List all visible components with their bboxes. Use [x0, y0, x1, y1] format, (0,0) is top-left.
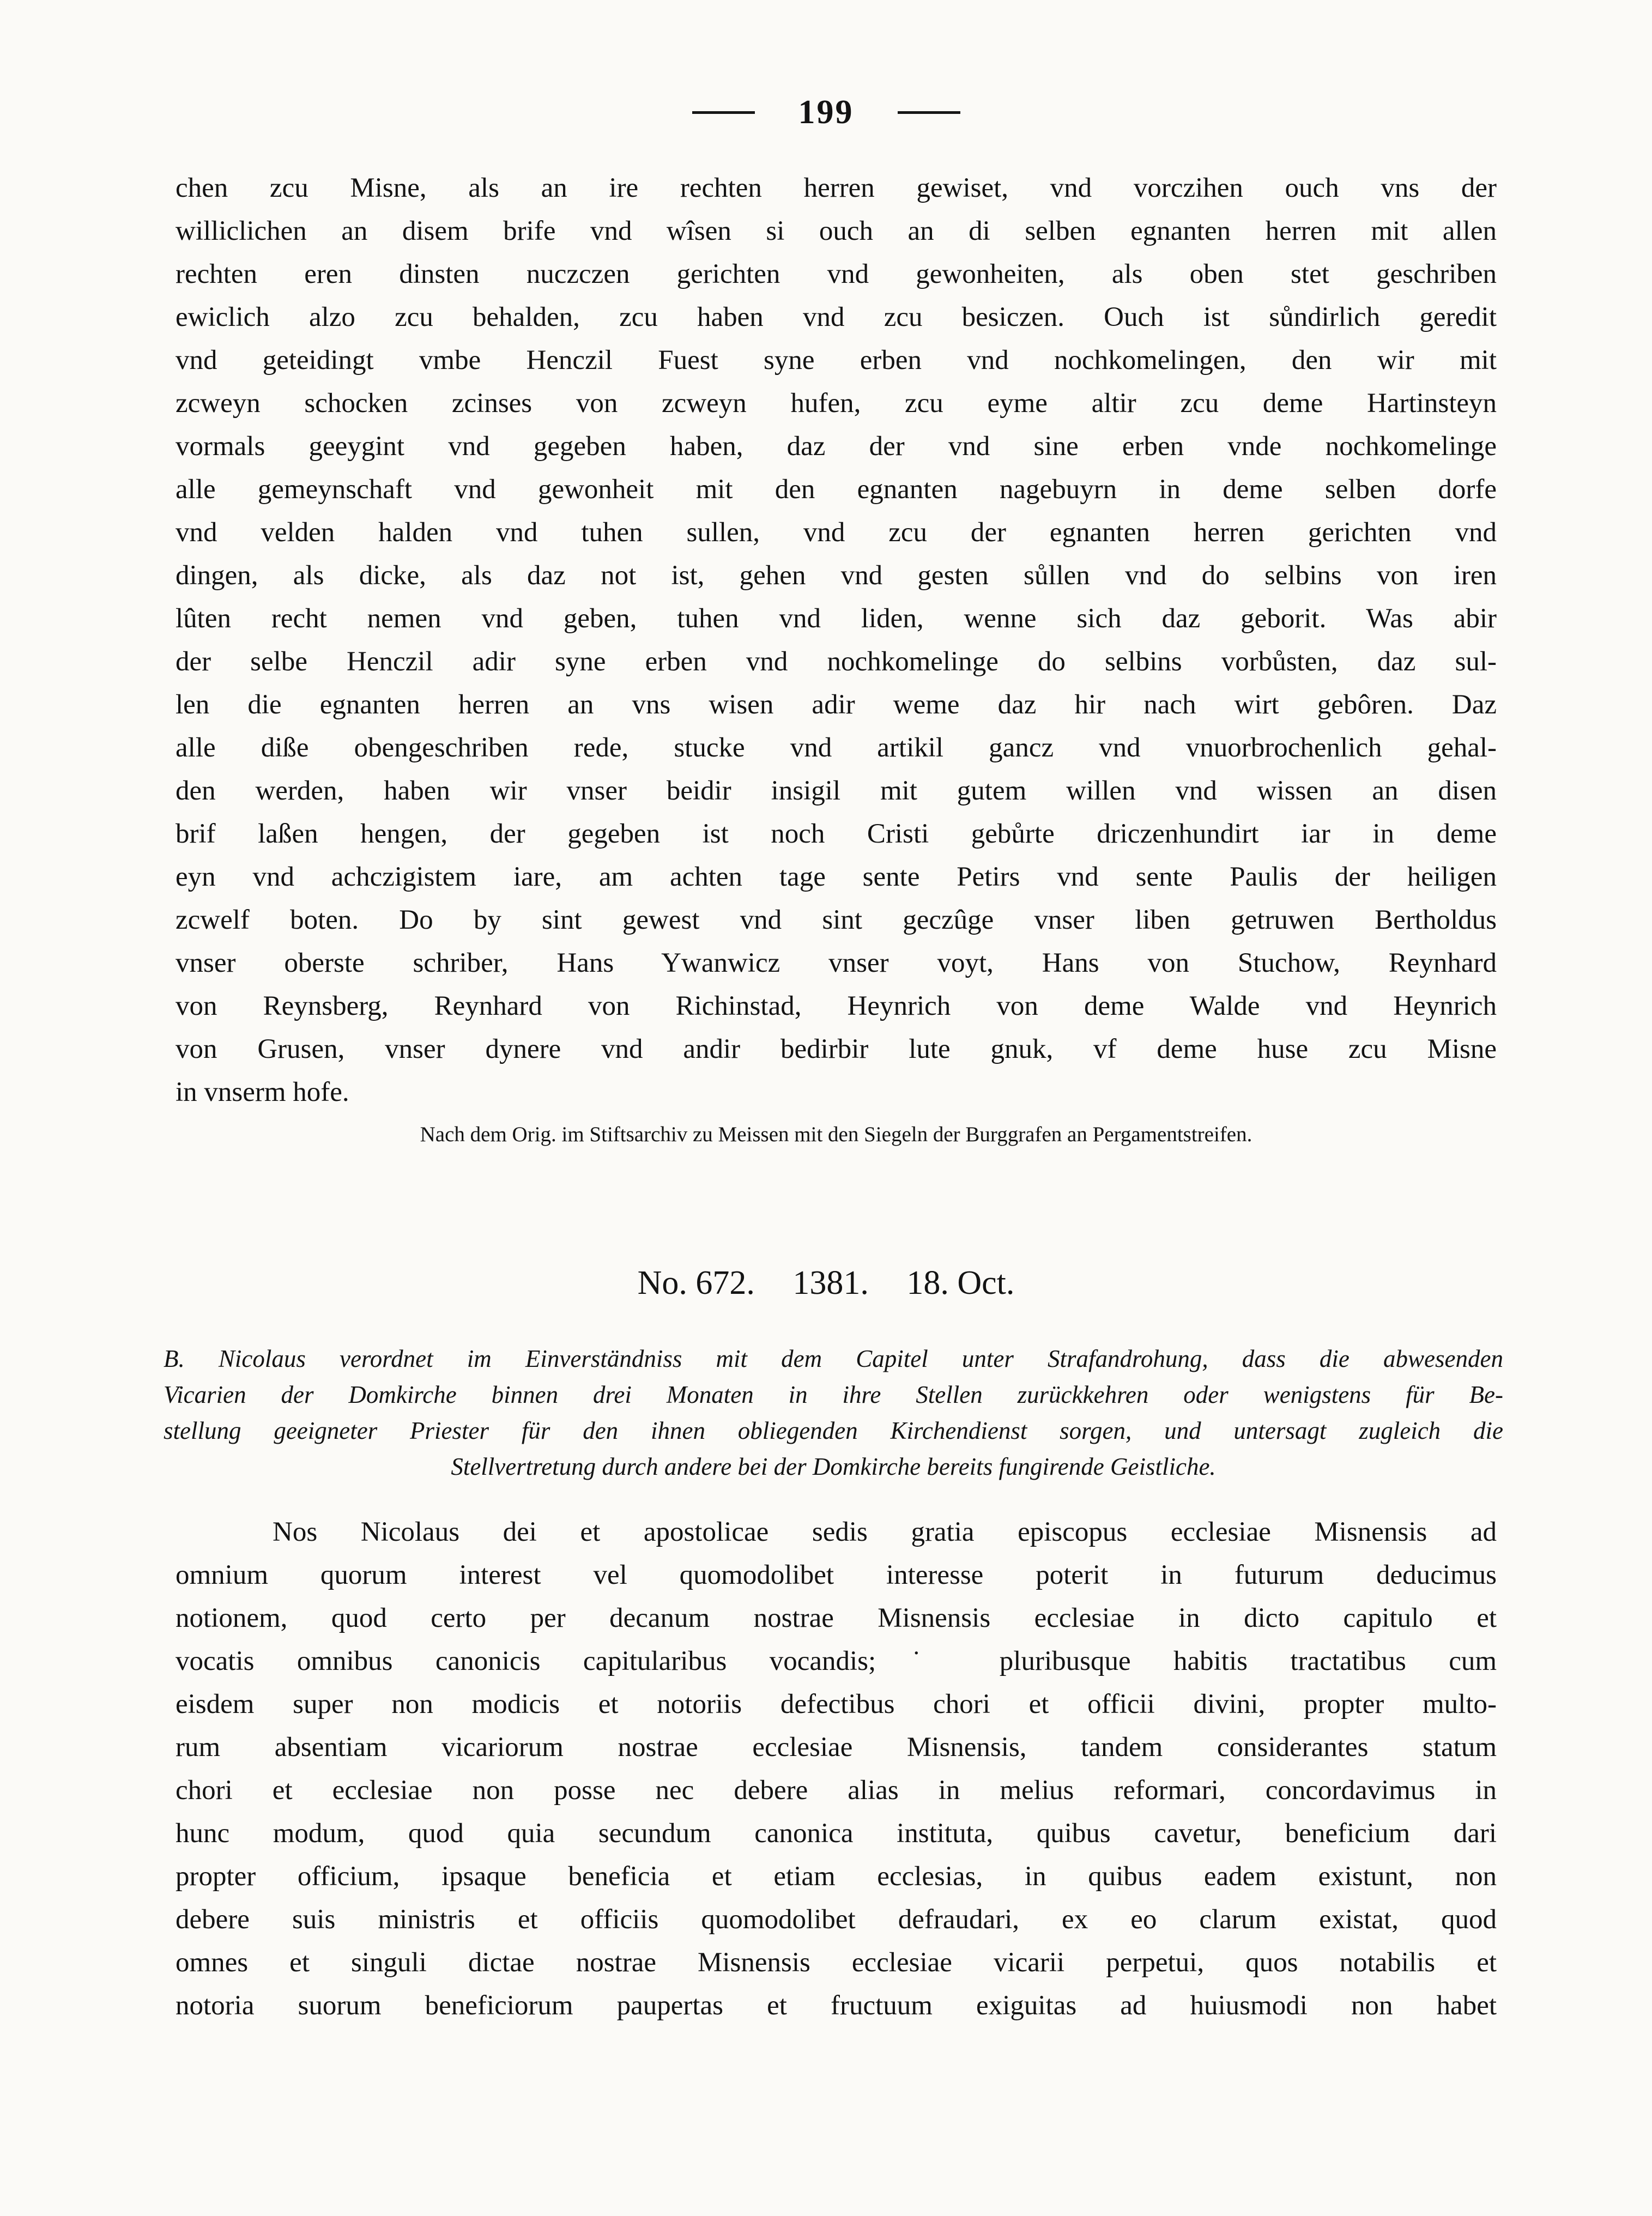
text-line: alle gemeynschaft vnd gewonheit mit den egnanten nagebuyrn in deme selben dorfe	[176, 474, 1497, 505]
text-line: von Reynsberg, Reynhard von Richinstad, Heynrich von deme Walde vnd Heynrich	[176, 991, 1497, 1021]
text-line: vnd velden halden vnd tuhen sullen, vnd zcu der egnanten herren gerichten vnd	[176, 517, 1497, 548]
text-line: propter officium, ipsaque beneficia et etiam ecclesias, in quibus eadem existunt, non	[176, 1861, 1497, 1892]
charter-671-text-paragraph	[176, 167, 1497, 1114]
text-line: chori et ecclesiae non posse nec debere alias in melius reformari, concordavimus in	[176, 1775, 1497, 1806]
text-line: williclichen an disem brife vnd wîsen si ouch an di selben egnanten herren mit allen	[176, 216, 1497, 246]
text-line: B. Nicolaus verordnet im Einverständniss mit dem Capitel unter Strafandrohung, dass die abwesenden	[164, 1345, 1503, 1372]
text-line: vocatis omnibus canonicis capitularibus vocandis;˙ pluribusque habitis tractatibus cum	[176, 1646, 1497, 1676]
text-line: den werden, haben wir vnser beidir insigil mit gutem willen vnd wissen an disen	[176, 776, 1497, 806]
text-line: vormals geeygint vnd gegeben haben, daz der vnd sine erben vnde nochkomelinge	[176, 431, 1497, 462]
charter-672-summary	[164, 1341, 1503, 1485]
text-line: rum absentiam vicariorum nostrae ecclesiae Misnensis, tandem considerantes statum	[176, 1732, 1497, 1763]
text-line: notionem, quod certo per decanum nostrae Misnensis ecclesiae in dicto capitulo et	[176, 1603, 1497, 1633]
text-line: brif laßen hengen, der gegeben ist noch Cristi gebůrte driczenhundirt iar in deme	[176, 819, 1497, 849]
text-line: dingen, als dicke, als daz not ist, gehen vnd gesten sůllen vnd do selbins von iren	[176, 560, 1497, 591]
text-line: vnd geteidingt vmbe Henczil Fuest syne erben vnd nochkomelingen, den wir mit	[176, 345, 1497, 376]
text-line: zcweyn schocken zcinses von zcweyn hufen, zcu eyme altir zcu deme Hartinsteyn	[176, 388, 1497, 419]
text-line: ewiclich alzo zcu behalden, zcu haben vnd zcu besiczen. Ouch ist sůndirlich geredit	[176, 302, 1497, 332]
text-line: der selbe Henczil adir syne erben vnd nochkomelinge do selbins vorbůsten, daz sul-	[176, 646, 1497, 677]
header-rule-left	[692, 111, 755, 114]
text-line: von Grusen, vnser dynere vnd andir bedirbir lute gnuk, vf deme huse zcu Misne	[176, 1034, 1497, 1064]
text-line: debere suis ministris et officiis quomodolibet defraudari, ex eo clarum existat, quod	[176, 1904, 1497, 1935]
text-line: Nos Nicolaus dei et apostolicae sedis gratia episcopus ecclesiae Misnensis ad	[273, 1517, 1497, 1547]
text-line: hunc modum, quod quia secundum canonica instituta, quibus cavetur, beneficium dari	[176, 1818, 1497, 1849]
text-line: eyn vnd achczigistem iare, am achten tage sente Petirs vnd sente Paulis der heiligen	[176, 862, 1497, 892]
text-line: vnser oberste schriber, Hans Ywanwicz vnser voyt, Hans von Stuchow, Reynhard	[176, 948, 1497, 978]
text-line: notoria suorum beneficiorum paupertas et fructuum exiguitas ad huiusmodi non habet	[176, 1990, 1497, 2021]
text-line: omnes et singuli dictae nostrae Misnensis ecclesiae vicarii perpetui, quos notabilis et	[176, 1947, 1497, 1978]
text-line: in vnserm hofe.	[176, 1077, 349, 1107]
text-line: Vicarien der Domkirche binnen drei Monaten in ihre Stellen zurückkehren oder wenigstens für Be-	[164, 1381, 1503, 1408]
text-line: alle diße obengeschriben rede, stucke vnd artikil gancz vnd vnuorbrochenlich gehal-	[176, 732, 1497, 763]
archival-source-note: Nach dem Orig. im Stiftsarchiv zu Meissen mit den Siegeln der Burggrafen an Pergamentstreifen.	[420, 1123, 1252, 1146]
charter-number: No. 672.	[637, 1264, 755, 1301]
text-line: stellung geeigneter Priester für den ihnen obliegenden Kirchendienst sorgen, und untersagt zugleich die	[164, 1417, 1503, 1444]
text-line: eisdem super non modicis et notoriis defectibus chori et officii divini, propter multo-	[176, 1689, 1497, 1719]
page-header	[0, 95, 1652, 129]
header-rule-right	[898, 111, 960, 114]
text-line: omnium quorum interest vel quomodolibet interesse poterit in futurum deducimus	[176, 1560, 1497, 1590]
text-line: chen zcu Misne, als an ire rechten herren gewiset, vnd vorczihen ouch vns der	[176, 173, 1497, 203]
text-line: zcwelf boten. Do by sint gewest vnd sint geczûge vnser liben getruwen Bertholdus	[176, 905, 1497, 935]
text-line: Stellvertretung durch andere bei der Domkirche bereits fungirende Geistliche.	[451, 1453, 1216, 1480]
text-line: rechten eren dinsten nuczczen gerichten vnd gewonheiten, als oben stet geschriben	[176, 259, 1497, 289]
text-line: len die egnanten herren an vns wisen adir weme daz hir nach wirt gebôren. Daz	[176, 689, 1497, 720]
charter-year: 1381.	[792, 1264, 869, 1301]
page-number: 199	[798, 94, 854, 131]
charter-672-heading	[0, 1264, 1652, 1301]
text-line: lûten recht nemen vnd geben, tuhen vnd liden, wenne sich daz geborit. Was abir	[176, 603, 1497, 634]
charter-672-latin-paragraph	[176, 1511, 1497, 2027]
charter-date: 18. Oct.	[906, 1264, 1015, 1301]
